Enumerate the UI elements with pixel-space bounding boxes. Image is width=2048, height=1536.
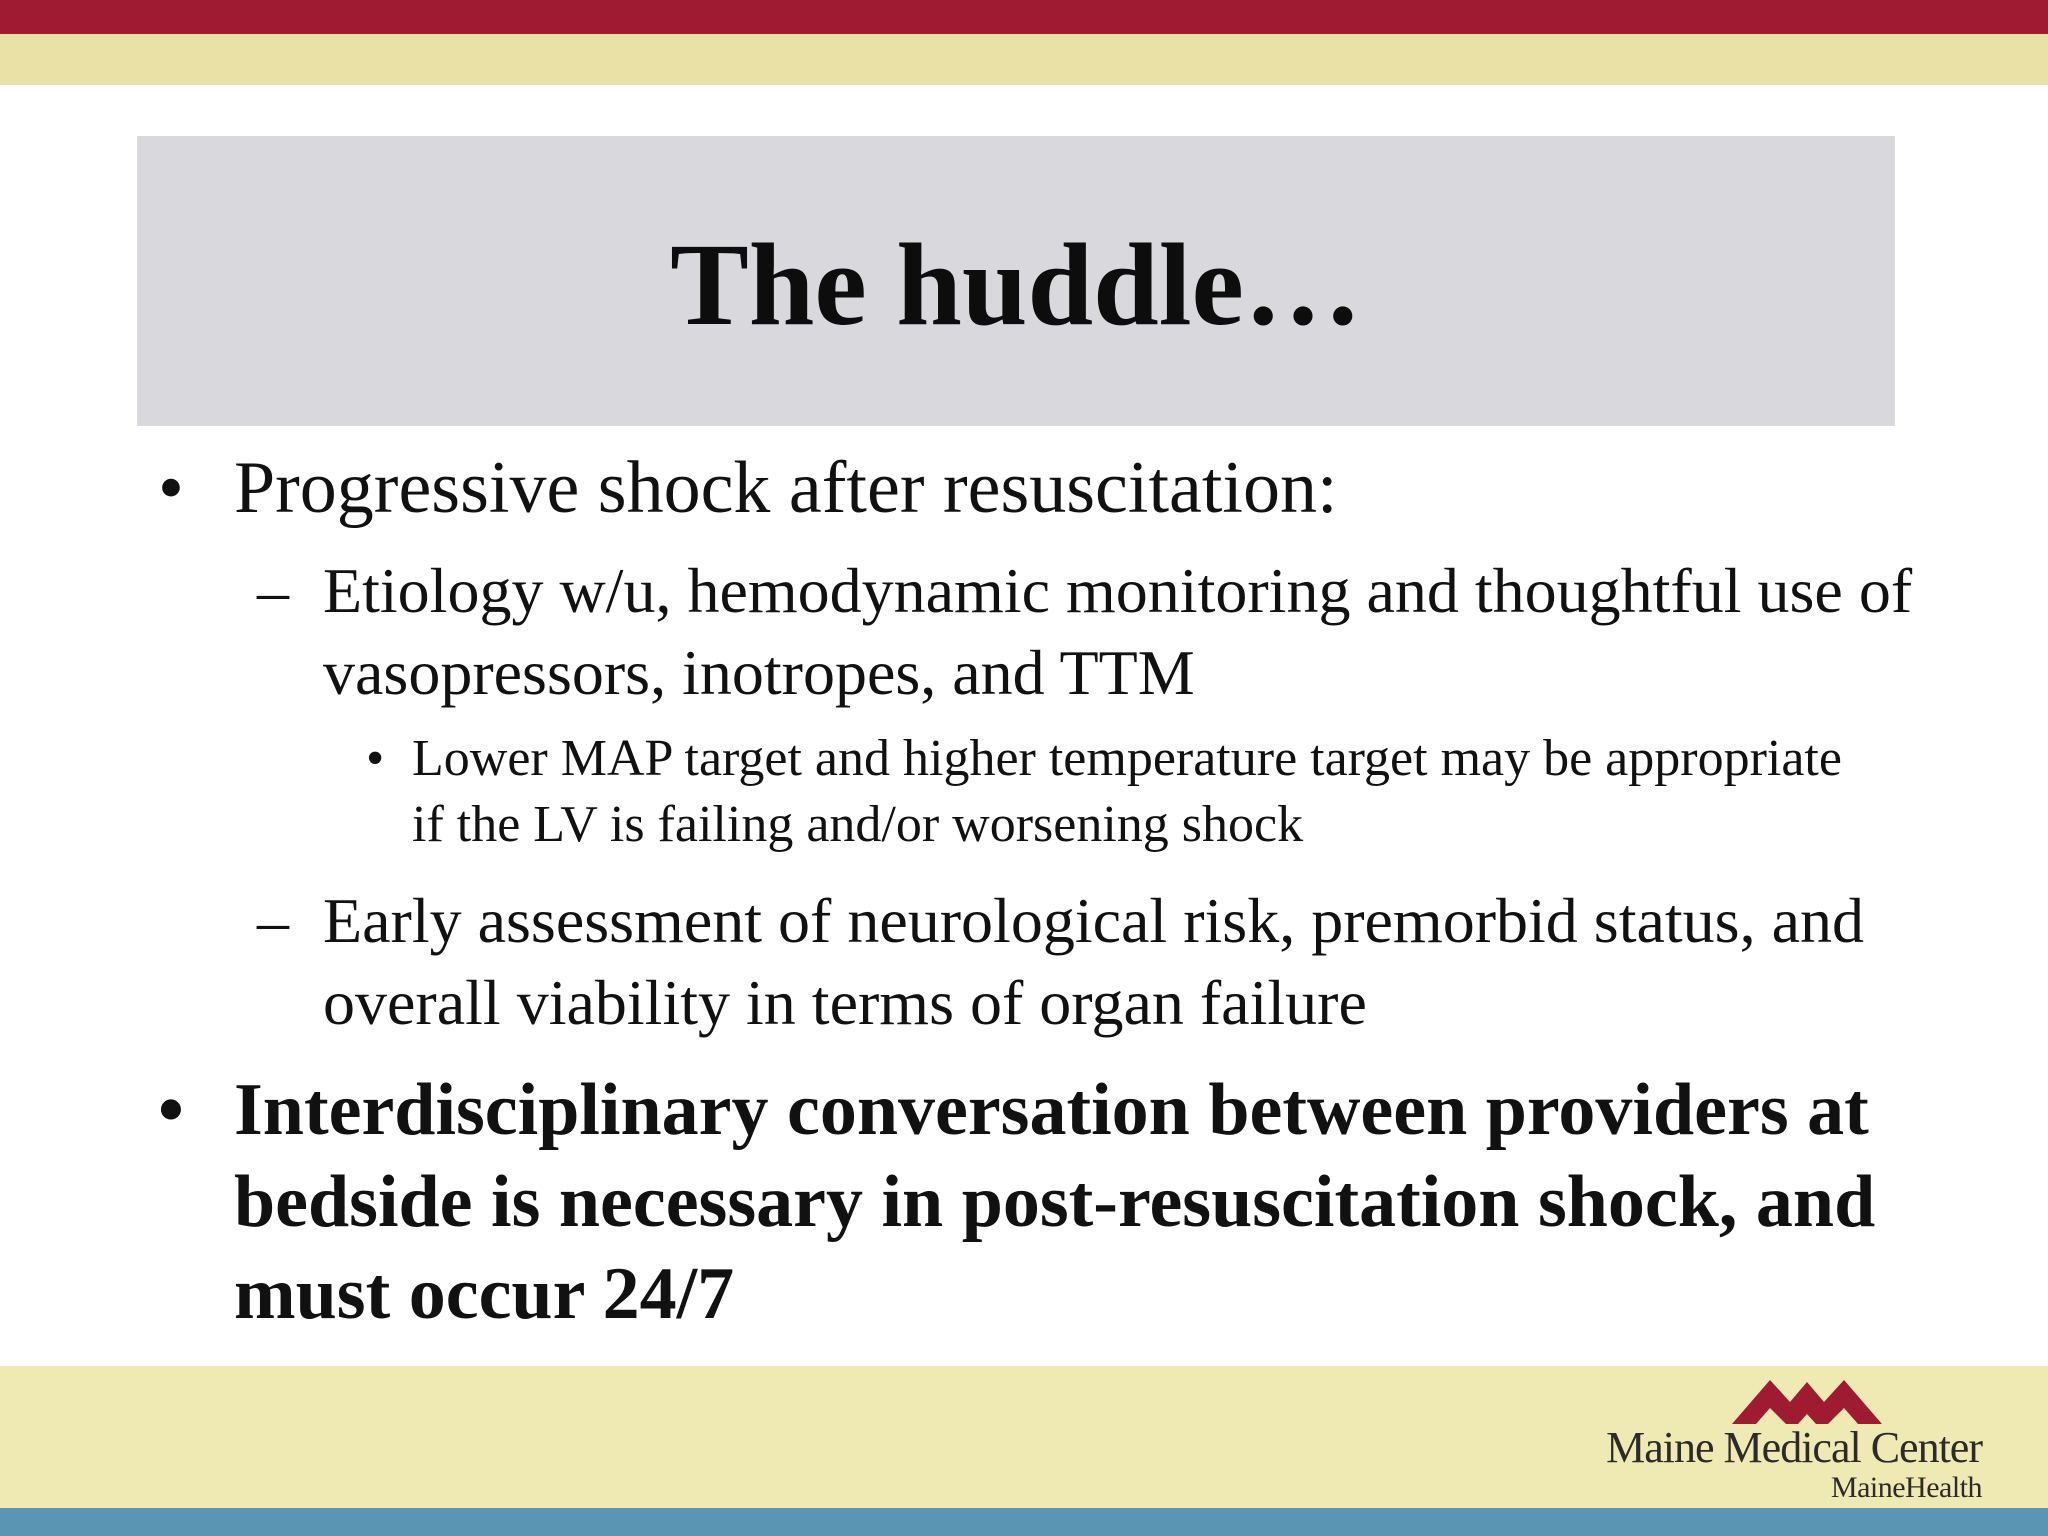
bullet-text: Etiology w/u, hemodynamic monitoring and thoughtful use of vasopressors, inotropes, and TTM: [323, 555, 1913, 708]
bullet-marker: •: [158, 1069, 184, 1151]
maine-medical-center-logo: [1606, 1370, 1992, 1506]
bottom-blue-band: [0, 1508, 2048, 1536]
bullet-marker: •: [366, 730, 385, 787]
slide-title: The huddle…: [670, 219, 1362, 350]
logo-subtitle: MaineHealth: [1830, 1471, 1982, 1504]
bullet-level1-emphasis: [158, 1064, 1954, 1340]
bullet-text: Progressive shock after resuscitation:: [234, 447, 1338, 529]
bullet-text: Early assessment of neurological risk, premorbid status, and overall viability in terms of organ failure: [323, 885, 1864, 1038]
bullet-level3: [366, 726, 1852, 858]
mountain-peaks-logo-icon: [1732, 1374, 1882, 1424]
bullet-text: Lower MAP target and higher temperature target may be appropriate if the LV is failing and/or worsening shock: [412, 730, 1842, 853]
bullet-level2: [257, 880, 1943, 1044]
bullet-level2: [257, 550, 1943, 714]
dash-marker: –: [257, 885, 289, 956]
logo-name: Maine Medical Center: [1606, 1423, 1982, 1472]
bullet-marker: •: [158, 447, 184, 529]
bullet-text: Interdisciplinary conversation between providers at bedside is necessary in post-resuscitation shock, and must occur 24/7: [234, 1069, 1876, 1335]
dash-marker: –: [257, 555, 289, 626]
bullet-level1: [158, 442, 1954, 534]
